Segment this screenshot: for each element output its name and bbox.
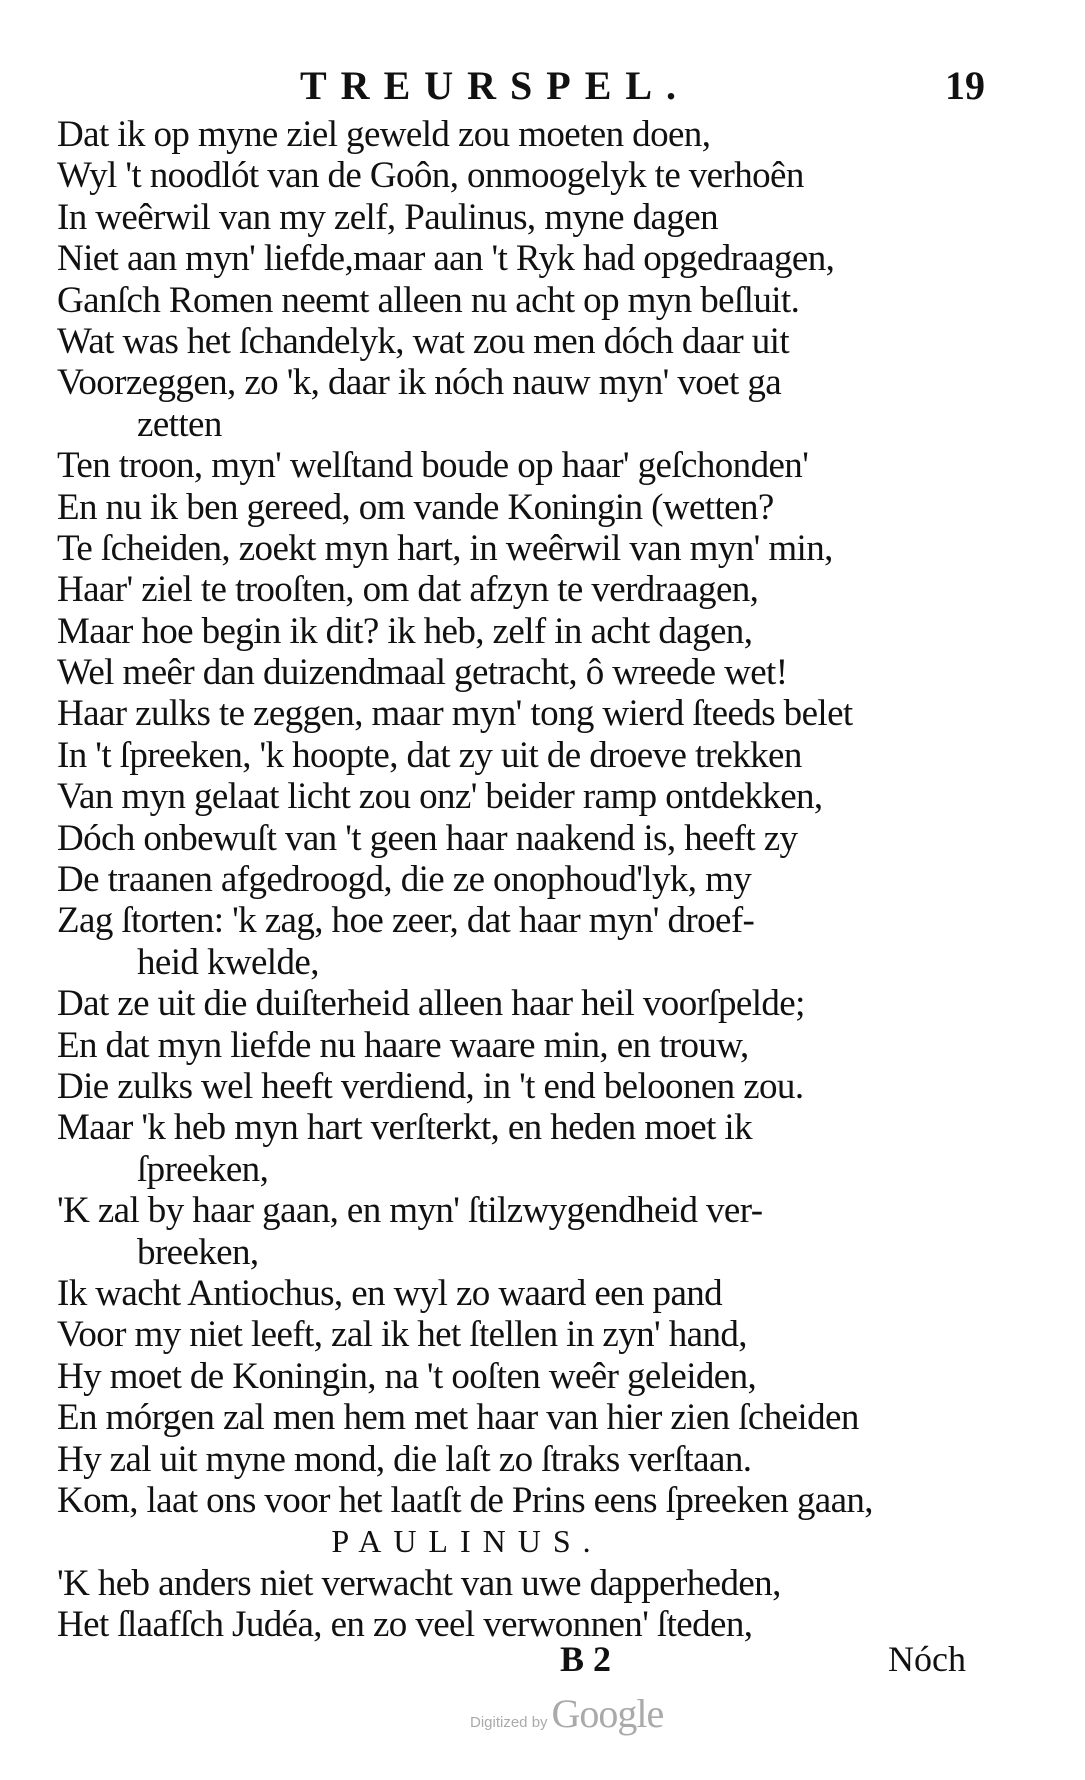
verse-line: 'K heb anders niet verwacht van uwe dapperheden,	[57, 1562, 781, 1604]
verse-line: In 't ſpreeken, 'k hoopte, dat zy uit de droeve trekken	[57, 734, 802, 776]
verse-line: Te ſcheiden, zoekt myn hart, in weêrwil van myn' min,	[57, 527, 833, 569]
verse-line: Voorzeggen, zo 'k, daar ik nóch nauw myn' voet ga	[57, 362, 782, 404]
verse-line: En dat myn liefde nu haare waare min, en trouw,	[57, 1024, 749, 1066]
watermark-prefix: Digitized by	[470, 1714, 548, 1731]
verse-line: Ik wacht Antiochus, en wyl zo waard een pand	[57, 1272, 723, 1314]
verse-line: Dóch onbewuſt van 't geen haar naakend is, heeft zy	[57, 817, 798, 859]
verse-line: Wat was het ſchandelyk, wat zou men dóch daar uit	[57, 320, 790, 362]
signature-mark: B 2	[560, 1639, 612, 1679]
verse-line: Haar zulks te zeggen, maar myn' tong wierd ſteeds belet	[57, 693, 853, 735]
verse-line: Van myn gelaat licht zou onz' beider ramp ontdekken,	[57, 776, 823, 818]
verse-line: zetten	[137, 403, 222, 445]
verse-line: Dat ik op myne ziel geweld zou moeten doen,	[57, 114, 711, 155]
verse-line: Hy zal uit myne mond, die laſt zo ſtraks verſtaan.	[57, 1438, 752, 1480]
verse-line: Voor my niet leeft, zal ik het ſtellen in zyn' hand,	[57, 1314, 747, 1356]
verse-line: breeken,	[137, 1231, 259, 1273]
verse-line: En nu ik ben gereed, om vande Koningin (wetten?	[57, 486, 774, 528]
verse-line: Dat ze uit die duiſterheid alleen haar heil voorſpelde;	[57, 983, 805, 1025]
verse-line: Zag ſtorten: 'k zag, hoe zeer, dat haar myn' droef-	[57, 900, 755, 942]
verse-line: Hy moet de Koningin, na 't ooſten weêr geleiden,	[57, 1355, 757, 1397]
verse-line: Haar' ziel te trooſten, om dat afzyn te verdraagen,	[57, 569, 759, 611]
running-title: TREURSPEL.	[300, 63, 691, 108]
verse-text	[57, 114, 997, 1645]
verse-line: 'K zal by haar gaan, en myn' ſtilzwygendheid ver-	[57, 1190, 763, 1232]
verse-line: Ten troon, myn' welſtand boude op haar' geſchonden'	[57, 445, 809, 487]
catchword: Nóch	[888, 1639, 966, 1679]
verse-line: Niet aan myn' liefde,maar aan 't Ryk had opgedraagen,	[57, 238, 835, 280]
verse-line: In weêrwil van my zelf, Paulinus, myne dagen	[57, 196, 718, 238]
watermark-brand: Google	[551, 1691, 664, 1736]
verse-line: Maar hoe begin ik dit? ik heb, zelf in acht dagen,	[57, 610, 753, 652]
verse-line: ſpreeken,	[137, 1148, 269, 1190]
verse-line: heid kwelde,	[137, 941, 319, 983]
verse-line: Kom, laat ons voor het laatſt de Prins eens ſpreeken gaan,	[57, 1479, 873, 1521]
digitized-watermark	[470, 1690, 663, 1737]
verse-line: Ganſch Romen neemt alleen nu acht op myn beſluit.	[57, 279, 800, 321]
page-number: 19	[945, 63, 985, 108]
verse-line: De traanen afgedroogd, die ze onophoud'lyk, my	[57, 859, 752, 901]
verse-line: En mórgen zal men hem met haar van hier zien ſcheiden	[57, 1397, 859, 1439]
speaker-name: PAULINUS.	[331, 1523, 603, 1560]
verse-line: Het ſlaafſch Judéa, en zo veel verwonnen' ſteden,	[57, 1604, 753, 1646]
verse-line: Wyl 't noodlót van de Goôn, onmoogelyk te verhoên	[57, 155, 804, 197]
verse-line: Die zulks wel heeft verdiend, in 't end beloonen zou.	[57, 1065, 804, 1107]
verse-line: Maar 'k heb myn hart verſterkt, en heden moet ik	[57, 1107, 753, 1149]
verse-line: Wel meêr dan duizendmaal getracht, ô wreede wet!	[57, 652, 788, 694]
